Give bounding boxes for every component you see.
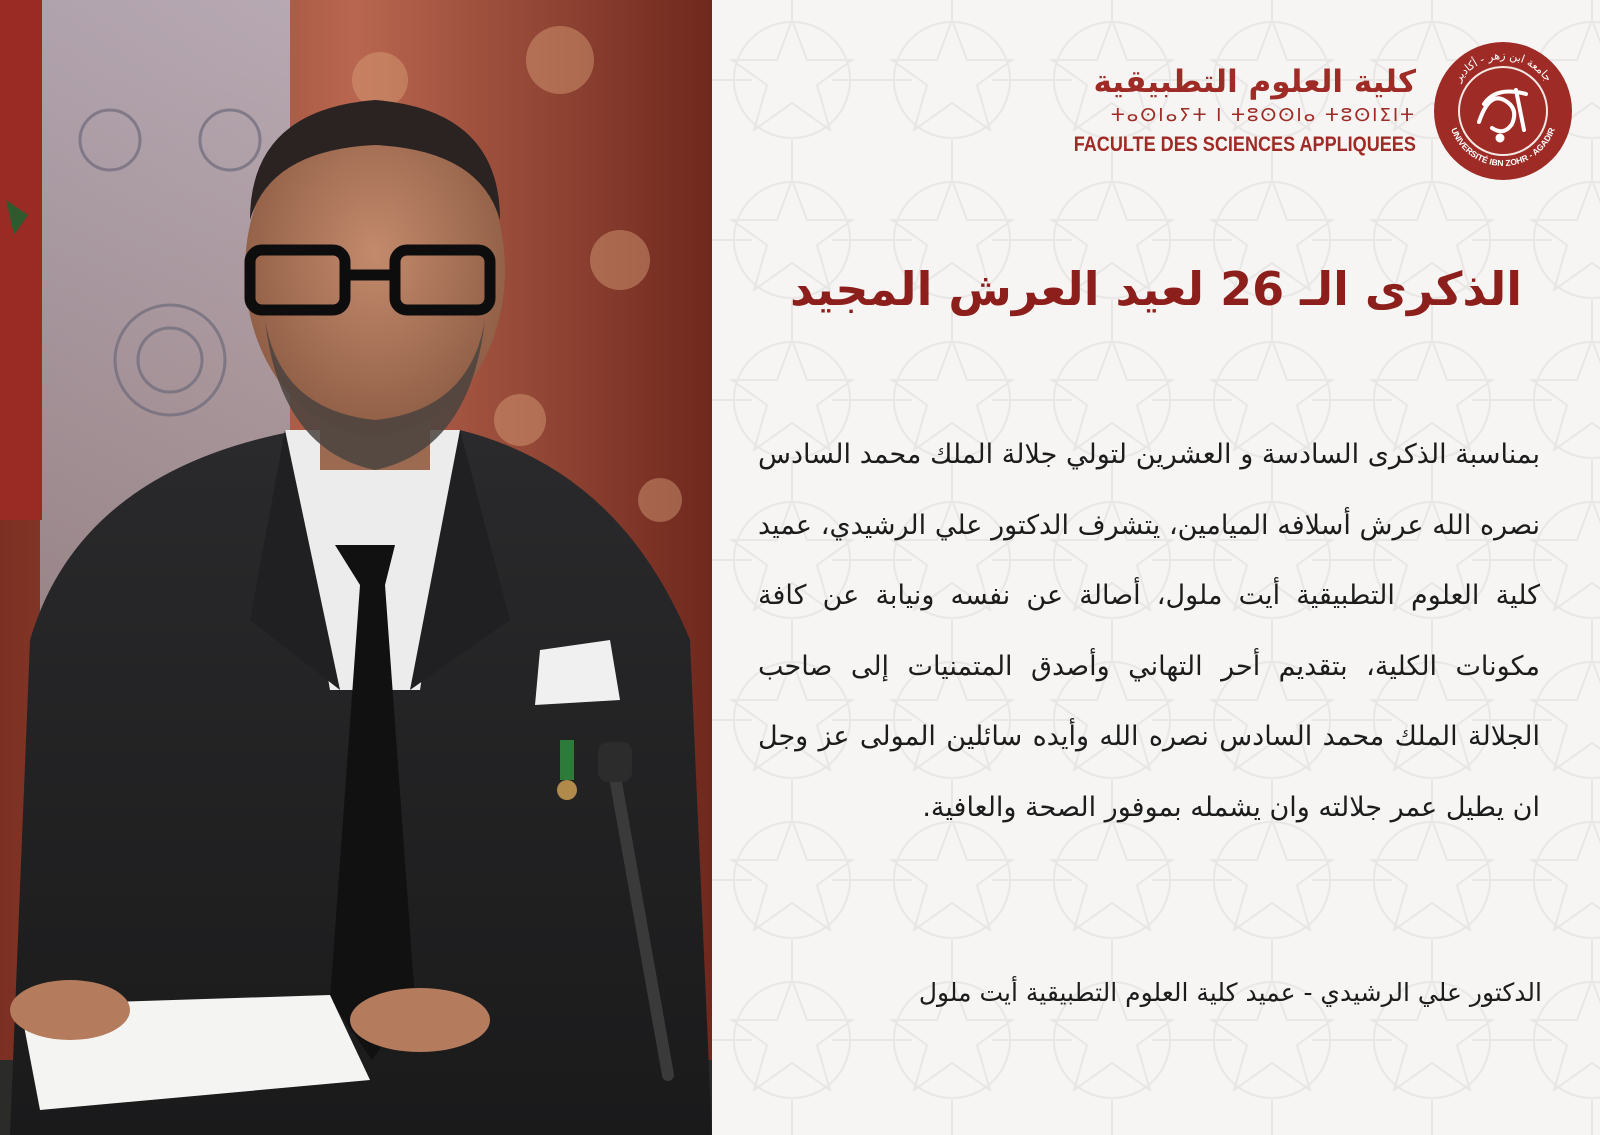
faculty-name-block — [1018, 65, 1416, 156]
message-card — [712, 0, 1600, 1135]
signature-line: الدكتور علي الرشيدي - عميد كلية العلوم التطبيقية أيت ملول — [918, 978, 1542, 1007]
portrait-photo — [0, 0, 712, 1135]
faculty-name-french: FACULTE DES SCIENCES APPLIQUEES — [1073, 132, 1416, 156]
seal-ring-text-arabic: جامعة ابن زهر - أكادير — [1451, 48, 1555, 85]
message-paragraph: بمناسبة الذكرى السادسة و العشرين لتولي جلالة الملك محمد السادس نصره الله عرش أسلافه الميامين، يتشرف الدكتور علي الرشيدي، عميد كلية العلوم التطبيقية أيت ملول، أصالة عن نفسه ونيابة عن كافة مكونات الكلية، بتقديم أحر التهاني وأصدق المتمنيات إلى صاحب الجلالة الملك محمد السادس نصره الله وأيده سائلين المولى عز وجل ان يطيل عمر جلالته وان يشمله بموفور الصحة والعافية. — [758, 439, 1540, 823]
faculty-name-arabic: كلية العلوم التطبيقية — [1093, 64, 1416, 101]
congratulation-message — [758, 420, 1540, 843]
university-seal — [1434, 42, 1572, 180]
page-title: الذكرى الـ 26 لعيد العرش المجيد — [789, 262, 1523, 316]
seal-ring-text-french: UNIVERSITÉ IBN ZOHR - AGADIR — [1449, 126, 1557, 169]
faculty-name-tifinagh: ⵜⴰⵙⵏⴰⵢⵜ ⵏ ⵜⵓⵙⵙⵏⴰ ⵜⵓⵙⵏⵉⵏⵜ — [1110, 105, 1416, 127]
faculty-logo — [1018, 42, 1572, 180]
